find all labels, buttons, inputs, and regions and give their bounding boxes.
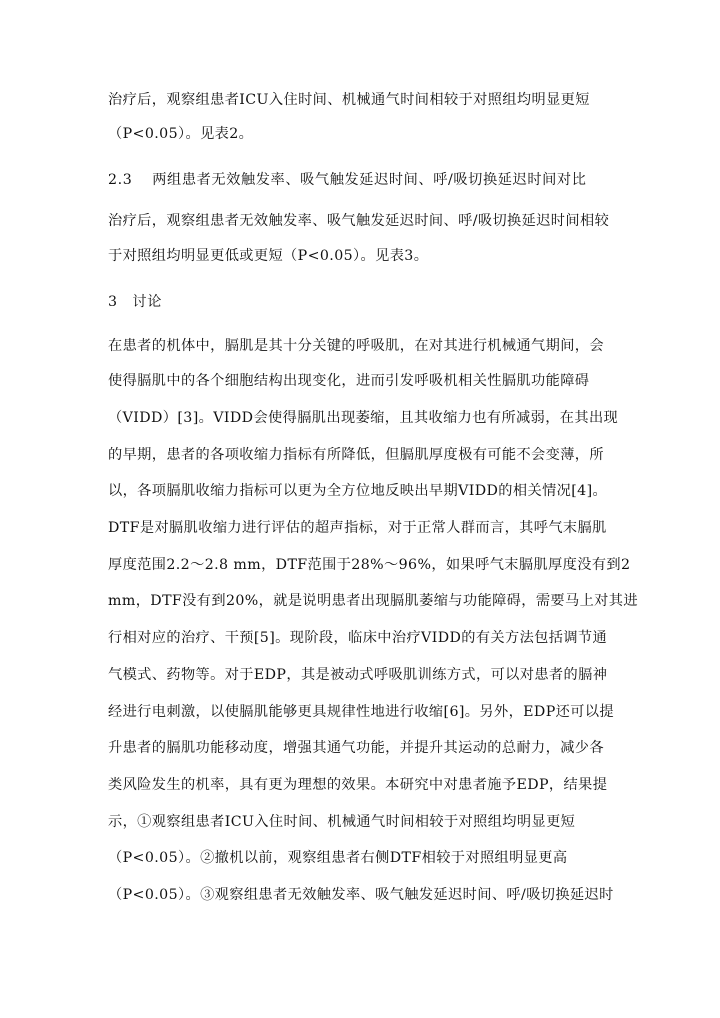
- text-line: （VIDD）[3]。VIDD会使得膈肌出现萎缩，且其收缩力也有所减弱，在其出现: [108, 410, 619, 426]
- text-line: 使得膈肌中的各个细胞结构出现变化，进而引发呼吸机相关性膈肌功能障碍: [108, 373, 590, 389]
- text-line: DTF是对膈肌收缩力进行评估的超声指标，对于正常人群而言，其呼气末膈肌: [108, 520, 607, 536]
- text-line: 类风险发生的机率，具有更为理想的效果。本研究中对患者施予EDP，结果提: [108, 777, 608, 793]
- text-line: mm，DTF没有到20%，就是说明患者出现膈肌萎缩与功能障碍，需要马上对其进: [108, 593, 638, 609]
- text-line: 以，各项膈肌收缩力指标可以更为全方位地反映出早期VIDD的相关情况[4]。: [108, 483, 608, 499]
- text-line: 治疗后，观察组患者ICU入住时间、机械通气时间相较于对照组均明显更短: [108, 92, 590, 108]
- section-heading-2-3: 2.3 两组患者无效触发率、吸气触发延迟时间、呼/吸切换延迟时间对比: [108, 172, 587, 188]
- text-line: 行相对应的治疗、干预[5]。现阶段，临床中治疗VIDD的有关方法包括调节通: [108, 630, 608, 646]
- text-line: 升患者的膈肌功能移动度，增强其通气功能，并提升其运动的总耐力，减少各: [108, 740, 604, 756]
- text-line: 于对照组均明显更低或更短（P<0.05）。见表3。: [108, 248, 429, 264]
- section-heading-3: 3 讨论: [108, 294, 162, 310]
- text-line: 治疗后，观察组患者无效触发率、吸气触发延迟时间、呼/吸切换延迟时间相较: [108, 213, 610, 229]
- text-line: （P<0.05）。②撤机以前，观察组患者右侧DTF相较于对照组明显更高: [108, 850, 568, 866]
- text-line: 示，①观察组患者ICU入住时间、机械通气时间相较于对照组均明显更短: [108, 814, 576, 830]
- text-line: 的早期，患者的各项收缩力指标有所降低，但膈肌厚度极有可能不会变薄，所: [108, 447, 604, 463]
- text-line: 经进行电刺激，以使膈肌能够更具规律性地进行收缩[6]。另外，EDP还可以提: [108, 704, 614, 720]
- text-line: （P<0.05）。见表2。: [108, 126, 254, 142]
- text-line: 厚度范围2.2～2.8 mm，DTF范围于28%～96%，如果呼气末膈肌厚度没有到2: [108, 557, 631, 573]
- text-line: 在患者的机体中，膈肌是其十分关键的呼吸肌，在对其进行机械通气期间，会: [108, 338, 604, 354]
- text-line: （P<0.05）。③观察组患者无效触发率、吸气触发延迟时间、呼/吸切换延迟时: [108, 887, 614, 903]
- text-line: 气模式、药物等。对于EDP，其是被动式呼吸肌训练方式，可以对患者的膈神: [108, 667, 608, 683]
